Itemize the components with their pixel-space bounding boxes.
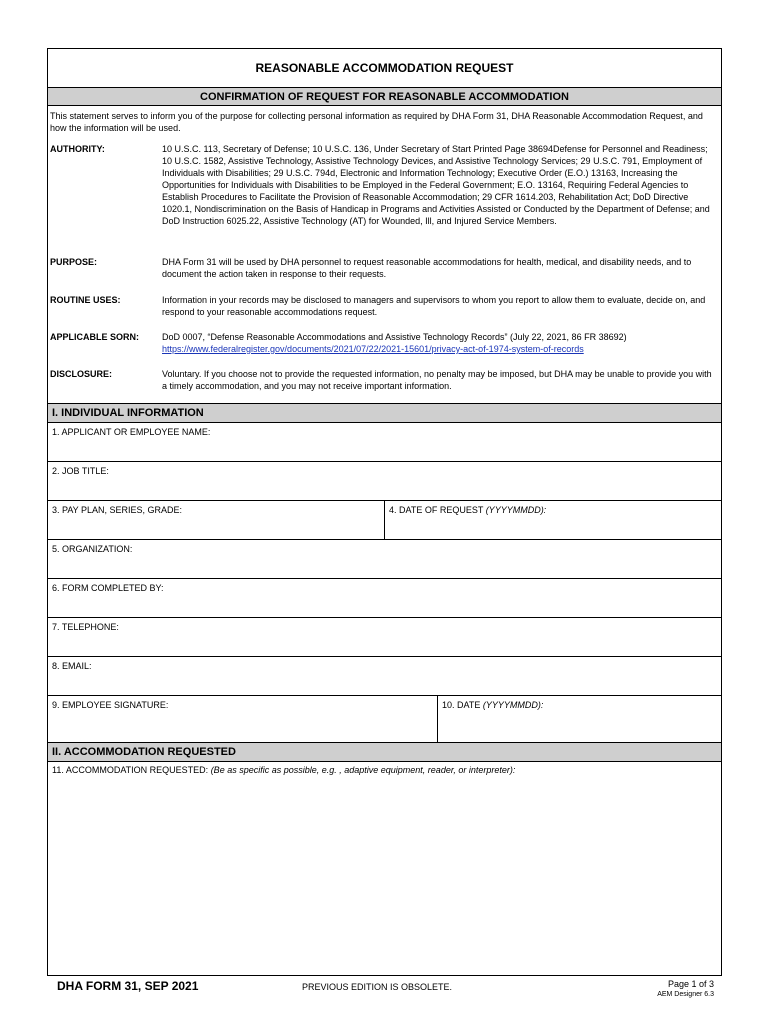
form-frame [47,48,722,976]
job-title-label: 2. JOB TITLE: [52,466,109,476]
signature-date-format: (YYYYMMDD): [482,700,544,710]
sorn-block [162,331,718,355]
date-of-request-label: 4. DATE OF REQUEST [389,505,486,515]
signature-row [48,696,721,743]
form-number: DHA FORM 31, SEP 2021 [57,979,199,993]
employee-signature-field[interactable] [48,696,437,742]
email-label: 8. EMAIL: [52,661,92,671]
authority-label: AUTHORITY: [50,144,105,154]
form-completed-by-label: 6. FORM COMPLETED BY: [52,583,164,593]
organization-label: 5. ORGANIZATION: [52,544,133,554]
form-completed-by-field[interactable] [48,579,721,618]
signature-date-label: 10. DATE [442,700,483,710]
page-number: Page 1 of 3 [667,979,714,989]
job-title-field[interactable] [48,462,721,501]
pay-plan-row [48,501,721,540]
designer-note: AEM Designer 6.3 [657,991,714,998]
section-individual-information: I. INDIVIDUAL INFORMATION [48,404,721,423]
disclosure-row [50,368,718,392]
authority-row [50,143,718,227]
pay-plan-label: 3. PAY PLAN, SERIES, GRADE: [52,505,183,515]
employee-signature-label: 9. EMPLOYEE SIGNATURE: [52,700,169,710]
disclosure-text: Voluntary. If you choose not to provide the requested information, no penalty may be imposed, but DHA may be unable to provide you with a timely accommodation, and you may not receive important information. [162,369,712,391]
form-footer [47,976,722,1016]
date-of-request-format: (YYYYMMDD): [485,505,547,515]
email-field[interactable] [48,657,721,696]
accommodation-requested-label: 11. ACCOMMODATION REQUESTED: [52,765,211,775]
routine-uses-label: ROUTINE USES: [50,295,121,305]
applicant-name-label: 1. APPLICANT OR EMPLOYEE NAME: [52,427,211,437]
sorn-label: APPLICABLE SORN: [50,332,140,342]
routine-uses-text: Information in your records may be disclosed to managers and supervisors to whom you report to allow them to evaluate, decide on, and respond to your reasonable accommodations request. [162,295,706,317]
privacy-statement [48,106,721,404]
section-accommodation-requested: II. ACCOMMODATION REQUESTED [48,743,721,762]
accommodation-requested-field[interactable] [48,762,721,971]
previous-edition-note: PREVIOUS EDITION IS OBSOLETE. [302,982,453,992]
sorn-text: DoD 0007, “Defense Reasonable Accommodations and Assistive Technology Records” (July 22, 2021, 86 FR 38692) [162,332,627,342]
routine-uses-row [50,294,718,318]
signature-date-field[interactable] [437,696,721,742]
privacy-intro: This statement serves to inform you of the purpose for collecting personal information as required by DHA Form 31, DHA Reasonable Accommodation Request, and how the information will be used. [50,111,703,133]
organization-field[interactable] [48,540,721,579]
purpose-text: DHA Form 31 will be used by DHA personnel to request reasonable accommodations for health, medical, and disability needs, and to document the action taken in response to their requests. [162,257,692,279]
accommodation-requested-hint: (Be as specific as possible, e.g. , adaptive equipment, reader, or interpreter): [210,765,516,775]
purpose-row [50,256,718,280]
disclosure-label: DISCLOSURE: [50,369,113,379]
authority-text: 10 U.S.C. 113, Secretary of Defense; 10 U.S.C. 136, Under Secretary of Start Printed Page 38694Defense for Personnel and Readiness; 10 U.S.C. 1582, Assistive Technology, Assistive Technology Devices, and Assistive Technology Services; 29 U.S.C. 791, Employment of Individuals with Disabilities; 29 U.S.C. 794d, Electronic and Information Technology; Executive Order (E.O.) 13163, Increasing the Opportunities for Individuals with Disabilities to be Employed in the Federal Government; E.O. 13164, Requiring Federal Agencies to Establish Procedures to Facilitate the Provision of Reasonable Accommodation; 29 CFR 1614.203, Rehabilitation Act; DoD Directive 1020.1, Nondiscrimination on the Basis of Handicap in Programs and Activities Assisted or Conducted by the Department of Defense; and DoD Instruction 6025.22, Assistive Technology (AT) for Wounded, Ill, and Injured Service Members. [162,144,710,226]
form-title: REASONABLE ACCOMMODATION REQUEST [48,49,721,88]
telephone-label: 7. TELEPHONE: [52,622,119,632]
date-of-request-field[interactable] [384,501,721,539]
pay-plan-field[interactable] [48,501,384,539]
confirmation-heading: CONFIRMATION OF REQUEST FOR REASONABLE ACCOMMODATION [48,88,721,106]
applicant-name-field[interactable] [48,423,721,462]
sorn-row [50,331,718,355]
sorn-link[interactable]: https://www.federalregister.gov/documents/2021/07/22/2021-15601/privacy-act-of-1974-system-of-records [162,344,584,354]
purpose-label: PURPOSE: [50,257,98,267]
telephone-field[interactable] [48,618,721,657]
